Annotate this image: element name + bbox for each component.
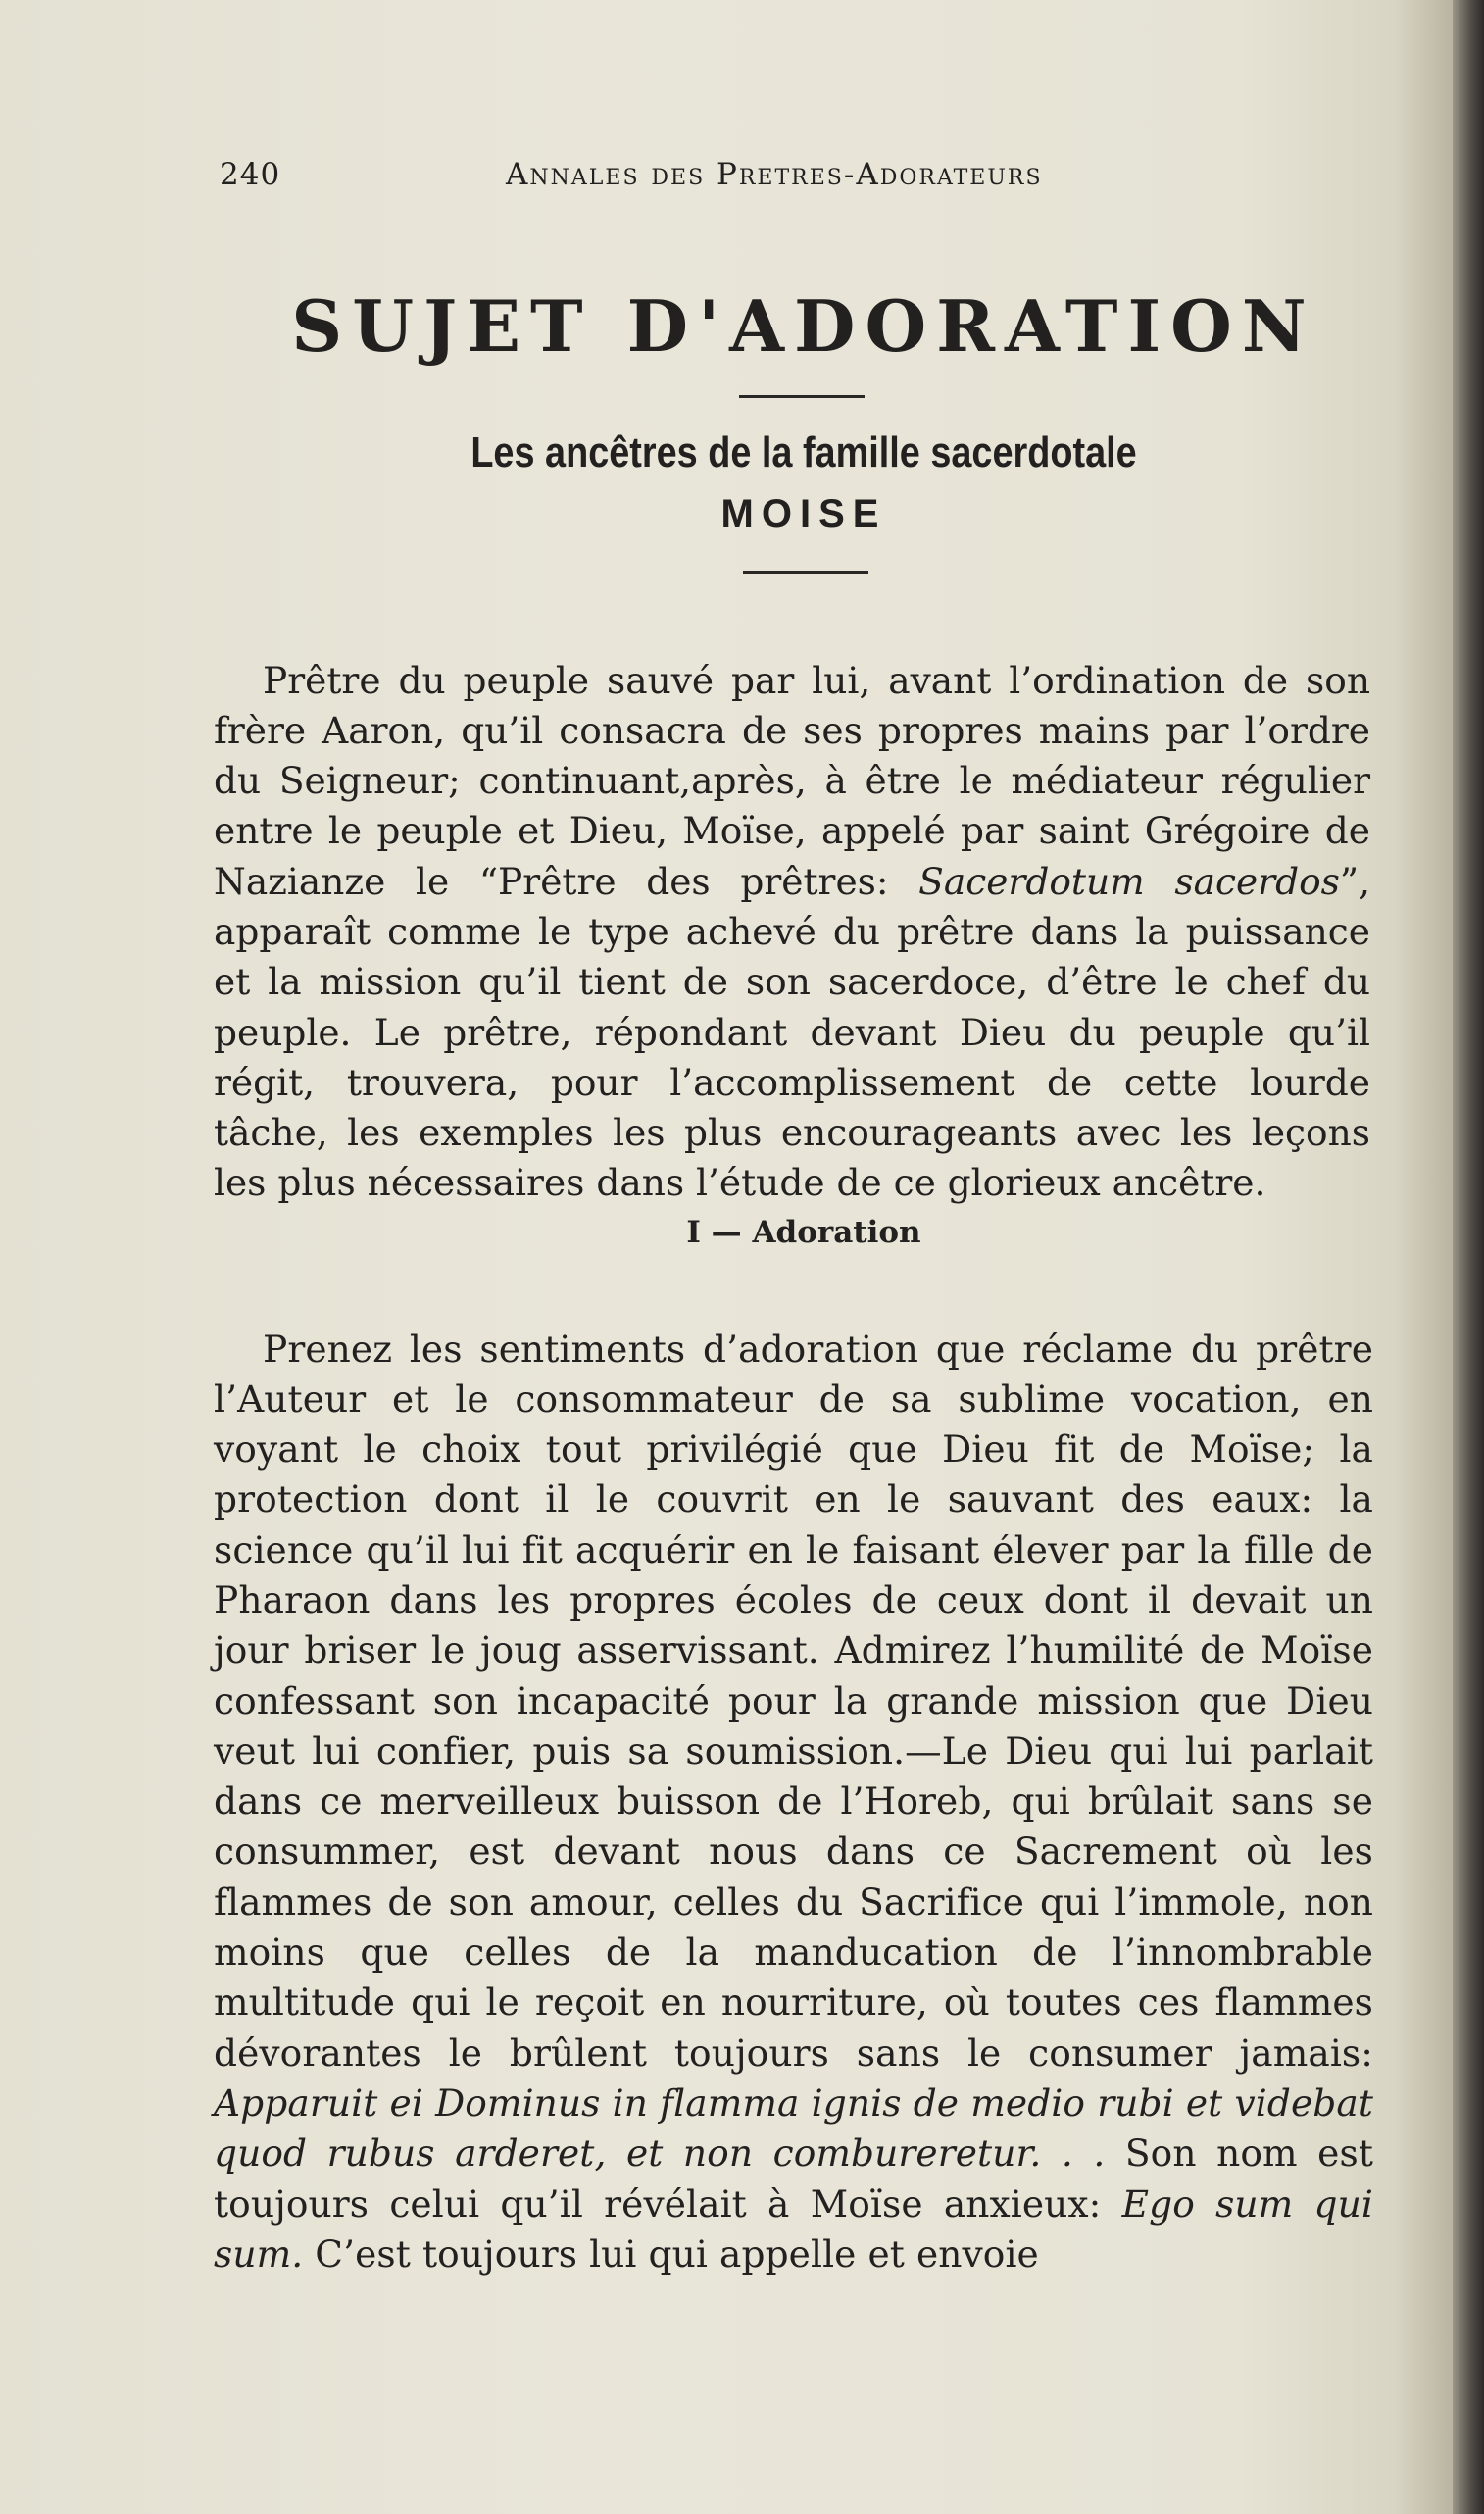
adoration-text-2: Son nom est toujours celui qu’il révélait à Moïse anxieux: [214, 2132, 1373, 2226]
intro-paragraph [214, 656, 1370, 1209]
running-title: Annales des Pretres-Adorateurs [506, 157, 1043, 192]
adoration-text-1: Prenez les sentiments d’adoration que réclame du prêtre l’Auteur et le consommateur de sa sublime vocation, en voyant le choix tout privilégié que Dieu fit de Moïse; la protection dont il le couvrit en le sauvant des eaux: la science qu’il lui fit acquérir en le faisant élever par la fille de Pharaon dans les propres écoles de ceux dont il devait un jour briser le joug asservissant. Admirez l’humilité de Moïse confessant son incapacité pour la grande mission que Dieu veut lui confier, puis sa soumission.—Le Dieu qui lui parlait dans ce merveilleux buisson de l’Horeb, qui brûlait sans se consummer, est devant nous dans ce Sacrement où les flammes de son amour, celles du Sacrifice qui l’immole, non moins que celles de la manducation de l’innombrable multitude qui le reçoit en nourriture, où toutes ces flammes dévorantes le brûlent toujours sans le consumer jamais: [214, 1327, 1373, 2075]
book-page-edge [1453, 0, 1484, 2514]
intro-text-2: ”, apparaît comme le type achevé du prêtre dans la puissance et la mission qu’il tient de son sacerdoce, d’être le chef du peuple. Le prêtre, répondant devant Dieu du peuple qu’il régit, trouvera, pour l’accomplissement de cette lourde tâche, les exemples les plus encourageants avec les leçons les plus nécessaires dans l’étude de ce glorieux ancêtre. [214, 859, 1370, 1205]
running-head [220, 157, 1355, 196]
title-divider [739, 395, 865, 398]
section-heading: I — Adoration [686, 1215, 921, 1250]
article-title: SUJET D'ADORATION [291, 284, 1316, 368]
adoration-paragraph [214, 1325, 1373, 2281]
article-subtitle: Les ancêtres de la famille sacerdotale [470, 428, 1137, 477]
adoration-latin-quote: Apparuit ei Dominus in flamma ignis de medio rubi et videbat quod rubus arderet, et non combureretur. . . [214, 2081, 1373, 2176]
subject-name: MOISE [720, 492, 887, 535]
subtitle-divider [743, 571, 868, 574]
intro-latin-phrase: Sacerdotum sacerdos [918, 859, 1340, 903]
adoration-latin-name: Ego sum qui sum. [214, 2182, 1373, 2276]
intro-text-1: Prêtre du peuple sauvé par lui, avant l’ordination de son frère Aaron, qu’il consacra de ses propres mains par l’ordre du Seigneur; continuant,après, à être le médiateur régulier entre le peuple et Dieu, Moïse, appelé par saint Grégoire de Nazianze le “Prêtre des prêtres: [214, 658, 1370, 903]
adoration-text-3: C’est toujours lui qui appelle et envoie [303, 2232, 1039, 2276]
page-number: 240 [220, 157, 281, 192]
